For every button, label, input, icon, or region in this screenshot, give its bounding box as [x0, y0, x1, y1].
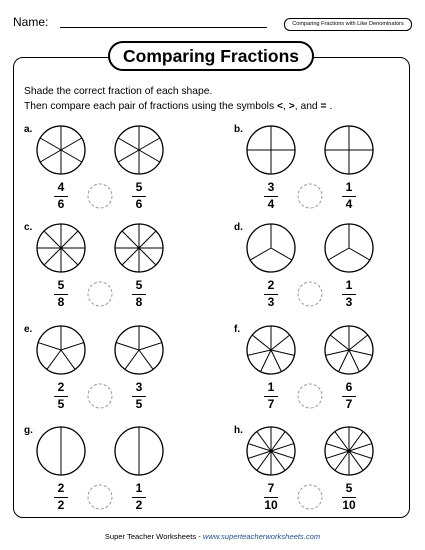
denominator: 8 — [57, 295, 65, 309]
right-fraction-label — [124, 381, 154, 411]
left-fraction-label — [256, 181, 286, 211]
answer-circle[interactable] — [298, 184, 322, 208]
right-fraction-circle[interactable] — [115, 326, 163, 374]
denominator: 3 — [267, 295, 275, 309]
numerator: 1 — [345, 278, 353, 292]
denominator: 7 — [267, 397, 275, 411]
footer — [0, 532, 425, 541]
instruction-prefix: Then compare each pair of fractions using the symbols — [24, 101, 277, 112]
right-fraction-label — [124, 279, 154, 309]
instruction-line-1: Shade the correct fraction of each shape. — [24, 86, 213, 97]
answer-circle[interactable] — [88, 485, 112, 509]
right-fraction-circle[interactable] — [115, 224, 163, 272]
left-fraction-circle[interactable] — [247, 326, 295, 374]
left-fraction-label — [256, 381, 286, 411]
left-fraction-circle[interactable] — [37, 224, 85, 272]
denominator: 4 — [345, 197, 353, 211]
right-fraction-circle[interactable] — [325, 326, 373, 374]
answer-circle[interactable] — [88, 282, 112, 306]
left-fraction-label — [46, 381, 76, 411]
answer-circle[interactable] — [298, 485, 322, 509]
right-fraction-circle[interactable] — [325, 427, 373, 475]
numerator: 5 — [135, 278, 143, 292]
left-fraction-circle[interactable] — [37, 126, 85, 174]
left-fraction-circle[interactable] — [247, 126, 295, 174]
right-fraction-label — [124, 482, 154, 512]
denominator: 10 — [342, 498, 356, 512]
left-fraction-circle[interactable] — [247, 224, 295, 272]
topic-badge: Comparing Fractions with Like Denominators — [284, 18, 412, 31]
problem-letter: a. — [24, 124, 33, 135]
denominator: 8 — [135, 295, 143, 309]
instruction-suffix: . — [326, 101, 333, 112]
answer-circle[interactable] — [298, 282, 322, 306]
numerator: 2 — [267, 278, 275, 292]
right-fraction-circle[interactable] — [325, 224, 373, 272]
numerator: 5 — [345, 481, 353, 495]
right-fraction-circle[interactable] — [115, 427, 163, 475]
denominator: 6 — [57, 197, 65, 211]
left-fraction-label — [46, 181, 76, 211]
numerator: 2 — [57, 380, 65, 394]
left-fraction-circle[interactable] — [37, 427, 85, 475]
right-fraction-label — [124, 181, 154, 211]
denominator: 2 — [57, 498, 65, 512]
problem-letter: d. — [234, 222, 243, 233]
left-fraction-circle[interactable] — [247, 427, 295, 475]
answer-circle[interactable] — [298, 384, 322, 408]
right-fraction-label — [334, 482, 364, 512]
problem-letter: c. — [24, 222, 33, 233]
footer-text: Super Teacher Worksheets - — [104, 532, 203, 541]
right-fraction-circle[interactable] — [325, 126, 373, 174]
symbol-equals: = — [320, 101, 327, 112]
right-fraction-label — [334, 279, 364, 309]
problem-letter: b. — [234, 124, 243, 135]
numerator: 5 — [57, 278, 65, 292]
problem-letter: e. — [24, 324, 33, 335]
name-label: Name: — [13, 15, 49, 29]
problem-letter: g. — [24, 425, 33, 436]
answer-circle[interactable] — [88, 184, 112, 208]
symbol-less-than: < — [276, 101, 283, 112]
denominator: 7 — [345, 397, 353, 411]
numerator: 4 — [57, 180, 65, 194]
right-fraction-label — [334, 381, 364, 411]
denominator: 5 — [135, 397, 143, 411]
numerator: 3 — [135, 380, 143, 394]
denominator: 2 — [135, 498, 143, 512]
right-fraction-label — [334, 181, 364, 211]
numerator: 3 — [267, 180, 275, 194]
numerator: 1 — [135, 481, 143, 495]
left-fraction-label — [46, 279, 76, 309]
symbol-greater-than: > — [288, 101, 295, 112]
right-fraction-circle[interactable] — [115, 126, 163, 174]
instruction-separator: , and — [294, 101, 321, 112]
numerator: 5 — [135, 180, 143, 194]
denominator: 6 — [135, 197, 143, 211]
worksheet-title: Comparing Fractions — [108, 41, 314, 71]
numerator: 6 — [345, 380, 353, 394]
left-fraction-circle[interactable] — [37, 326, 85, 374]
numerator: 1 — [267, 380, 275, 394]
answer-circle[interactable] — [88, 384, 112, 408]
problem-letter: f. — [234, 324, 241, 335]
left-fraction-label — [256, 279, 286, 309]
footer-url[interactable]: www.superteacherworksheets.com — [202, 532, 321, 541]
instruction-separator: , — [283, 101, 289, 112]
numerator: 7 — [267, 481, 275, 495]
denominator: 5 — [57, 397, 65, 411]
left-fraction-label — [46, 482, 76, 512]
numerator: 1 — [345, 180, 353, 194]
denominator: 10 — [264, 498, 278, 512]
left-fraction-label — [256, 482, 286, 512]
denominator: 4 — [267, 197, 275, 211]
denominator: 3 — [345, 295, 353, 309]
numerator: 2 — [57, 481, 65, 495]
problem-letter: h. — [234, 425, 243, 436]
